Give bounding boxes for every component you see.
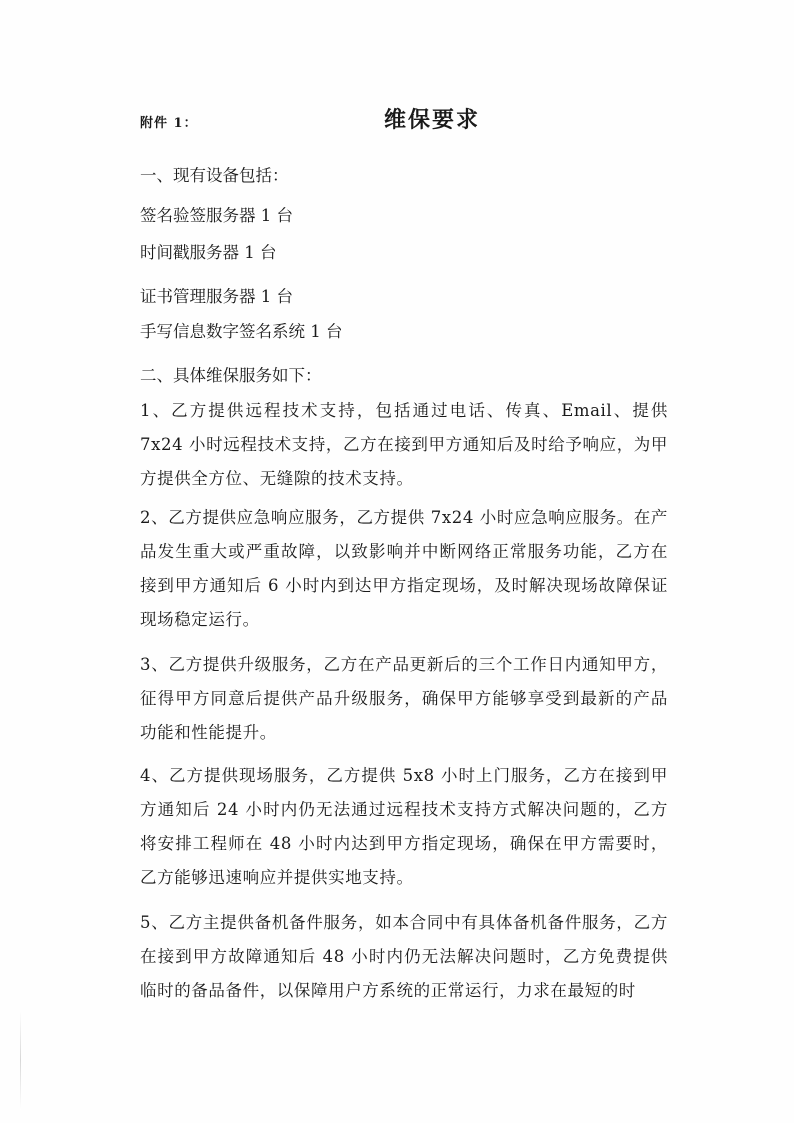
scan-edge-mark xyxy=(20,1010,21,1110)
service-paragraph-5: 5、乙方主提供备机备件服务，如本合同中有具体备机备件服务，乙方在接到甲方故障通知后 48 小时内仍无法解决问题时，乙方免费提供临时的备品备件，以保障用户方系统的正常运行，力求在最短的时 xyxy=(140,913,668,1000)
equipment-item: 手写信息数字签名系统 1 台 xyxy=(140,322,343,341)
equipment-item: 签名验签服务器 1 台 xyxy=(140,206,293,225)
attachment-label: 附件 1： xyxy=(140,116,198,131)
service-paragraph-2: 2、乙方提供应急响应服务，乙方提供 7x24 小时应急响应服务。在产品发生重大或严重故障，以致影响并中断网络正常服务功能，乙方在接到甲方通知后 6 小时内到达甲方指定现场，及时解决现场故障保证现场稳定运行。 xyxy=(140,508,668,629)
service-paragraph-3: 3、乙方提供升级服务，乙方在产品更新后的三个工作日内通知甲方，征得甲方同意后提供产品升级服务，确保甲方能够享受到最新的产品功能和性能提升。 xyxy=(140,655,668,742)
section-1-heading: 一、现有设备包括： xyxy=(140,166,289,185)
service-paragraph-1: 1、乙方提供远程技术支持，包括通过电话、传真、Email、提供 7x24 小时远程技术支持，乙方在接到甲方通知后及时给予响应，为甲方提供全方位、无缝隙的技术支持。 xyxy=(140,401,668,488)
page-title: 维保要求 xyxy=(383,107,480,133)
equipment-item: 证书管理服务器 1 台 xyxy=(140,287,293,306)
service-paragraph-4: 4、乙方提供现场服务，乙方提供 5x8 小时上门服务，乙方在接到甲方通知后 24 小时内仍无法通过远程技术支持方式解决问题的，乙方将安排工程师在 48 小时内达到甲方指定现场，确保在甲方需要时，乙方能够迅速响应并提供实地支持。 xyxy=(140,766,668,887)
equipment-item: 时间戳服务器 1 台 xyxy=(140,243,277,262)
section-2-heading: 二、具体维保服务如下： xyxy=(140,366,322,385)
